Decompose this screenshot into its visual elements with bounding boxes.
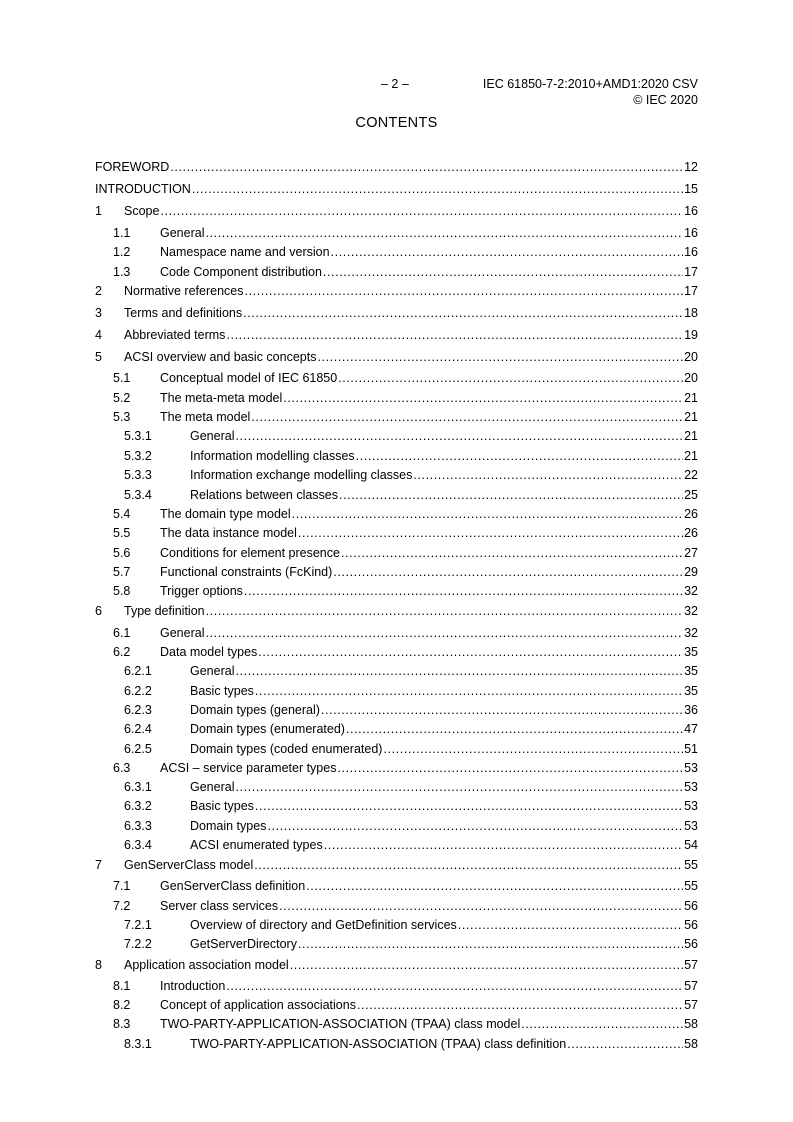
toc-entry-page: 20 [684, 371, 698, 385]
toc-entry[interactable] [95, 448, 698, 464]
document-reference: IEC 61850-7-2:2010+AMD1:2020 CSV [482, 77, 698, 91]
toc-entry-page: 21 [684, 391, 698, 405]
toc-entry-number: 8.1 [113, 979, 131, 993]
toc-entry-page: 16 [684, 226, 698, 240]
toc-entry-page: 56 [684, 918, 698, 932]
dot-leader [567, 1036, 683, 1052]
toc-entry-number: 5.3.2 [124, 449, 152, 463]
page-number: – 2 – [381, 77, 409, 91]
table-of-contents [95, 0, 698, 1122]
toc-entry[interactable] [95, 603, 698, 619]
toc-entry[interactable] [95, 779, 698, 795]
dot-leader [458, 917, 683, 933]
toc-entry-title: The data instance model [160, 526, 297, 540]
toc-entry-page: 57 [684, 958, 698, 972]
dot-leader [226, 978, 683, 994]
toc-entry[interactable] [95, 583, 698, 599]
toc-entry[interactable] [95, 760, 698, 776]
toc-entry[interactable] [95, 917, 698, 933]
toc-entry[interactable] [95, 702, 698, 718]
toc-entry-page: 53 [684, 819, 698, 833]
dot-leader [324, 837, 683, 853]
toc-entry-number: 8 [95, 958, 102, 972]
toc-entry[interactable] [95, 721, 698, 737]
toc-entry-title: Relations between classes [190, 488, 338, 502]
toc-entry-number: 2 [95, 284, 102, 298]
toc-entry-title: Concept of application associations [160, 998, 356, 1012]
toc-entry[interactable] [95, 798, 698, 814]
toc-entry-page: 56 [684, 937, 698, 951]
toc-entry[interactable] [95, 487, 698, 503]
toc-entry[interactable] [95, 663, 698, 679]
dot-leader [206, 603, 683, 619]
toc-entry-page: 27 [684, 546, 698, 560]
toc-entry-title: Overview of directory and GetDefinition services [190, 918, 457, 932]
dot-leader [254, 857, 683, 873]
toc-entry-title: GenServerClass model [124, 858, 254, 872]
dot-leader [323, 264, 683, 280]
toc-entry-title: TWO-PARTY-APPLICATION-ASSOCIATION (TPAA) class definition [190, 1037, 567, 1051]
dot-leader [341, 545, 683, 561]
toc-entry[interactable] [95, 525, 698, 541]
toc-entry-page: 55 [684, 879, 698, 893]
toc-entry-page: 56 [684, 899, 698, 913]
toc-entry[interactable] [95, 564, 698, 580]
dot-leader [243, 305, 683, 321]
toc-entry[interactable] [95, 898, 698, 914]
toc-entry-page: 22 [684, 468, 698, 482]
dot-leader [331, 244, 683, 260]
dot-leader [160, 203, 683, 219]
toc-entry-title: FOREWORD [95, 160, 170, 174]
toc-entry-title: Code Component distribution [160, 265, 322, 279]
toc-entry[interactable] [95, 305, 698, 321]
toc-entry[interactable] [95, 644, 698, 660]
toc-entry-page: 36 [684, 703, 698, 717]
toc-entry-title: ACSI enumerated types [190, 838, 323, 852]
toc-entry-page: 16 [684, 204, 698, 218]
toc-entry-page: 21 [684, 449, 698, 463]
toc-entry[interactable] [95, 506, 698, 522]
dot-leader [321, 702, 683, 718]
toc-entry[interactable] [95, 370, 698, 386]
toc-entry-page: 16 [684, 245, 698, 259]
dot-leader [337, 760, 683, 776]
dot-leader [346, 721, 683, 737]
toc-entry-page: 51 [684, 742, 698, 756]
toc-entry[interactable] [95, 936, 698, 952]
dot-leader [317, 349, 683, 365]
toc-entry-page: 57 [684, 998, 698, 1012]
toc-entry[interactable] [95, 181, 698, 197]
toc-entry-page: 26 [684, 526, 698, 540]
toc-entry-number: 1 [95, 204, 102, 218]
toc-entry-number: 7.2.1 [124, 918, 152, 932]
toc-entry-title: INTRODUCTION [95, 182, 191, 196]
toc-entry-title: Basic types [190, 684, 254, 698]
toc-entry-title: ACSI overview and basic concepts [124, 350, 317, 364]
dot-leader [245, 283, 684, 299]
toc-entry-title: Introduction [160, 979, 226, 993]
toc-entry-number: 7.1 [113, 879, 131, 893]
toc-entry-title: Information modelling classes [190, 449, 355, 463]
toc-entry-page: 17 [684, 284, 698, 298]
dot-leader [205, 225, 683, 241]
dot-leader [258, 644, 683, 660]
dot-leader [413, 467, 683, 483]
toc-entry-title: Abbreviated terms [124, 328, 226, 342]
toc-entry-number: 6.3.3 [124, 819, 152, 833]
toc-entry[interactable] [95, 878, 698, 894]
dot-leader [283, 390, 683, 406]
toc-entry-number: 5.6 [113, 546, 131, 560]
toc-entry-page: 18 [684, 306, 698, 320]
toc-entry-number: 6.3.2 [124, 799, 152, 813]
toc-entry-number: 8.2 [113, 998, 131, 1012]
toc-entry-number: 6.2 [113, 645, 131, 659]
toc-entry-title: Conditions for element presence [160, 546, 340, 560]
dot-leader [521, 1016, 683, 1032]
toc-entry-title: Normative references [124, 284, 244, 298]
dot-leader [235, 779, 683, 795]
toc-entry-number: 1.3 [113, 265, 131, 279]
toc-entry-number: 8.3 [113, 1017, 131, 1031]
dot-leader [356, 448, 683, 464]
toc-entry[interactable] [95, 837, 698, 853]
toc-entry-page: 25 [684, 488, 698, 502]
toc-entry[interactable] [95, 409, 698, 425]
toc-entry[interactable] [95, 978, 698, 994]
toc-entry-title: Application association model [124, 958, 289, 972]
toc-entry-title: General [190, 780, 235, 794]
toc-entry[interactable] [95, 467, 698, 483]
dot-leader [226, 327, 683, 343]
toc-entry[interactable] [95, 545, 698, 561]
dot-leader [170, 159, 683, 175]
toc-entry[interactable] [95, 225, 698, 241]
dot-leader [292, 506, 683, 522]
toc-entry[interactable] [95, 683, 698, 699]
toc-entry[interactable] [95, 428, 698, 444]
toc-entry-number: 7.2.2 [124, 937, 152, 951]
toc-entry-title: General [160, 626, 205, 640]
toc-entry-page: 58 [684, 1017, 698, 1031]
toc-entry[interactable] [95, 625, 698, 641]
toc-entry-number: 6.2.1 [124, 664, 152, 678]
toc-entry-page: 32 [684, 584, 698, 598]
dot-leader [251, 409, 683, 425]
toc-entry-title: Terms and definitions [124, 306, 243, 320]
toc-entry[interactable] [95, 818, 698, 834]
toc-entry-number: 6 [95, 604, 102, 618]
toc-entry-number: 5.2 [113, 391, 131, 405]
toc-entry-title: GetServerDirectory [190, 937, 297, 951]
toc-entry-page: 57 [684, 979, 698, 993]
toc-entry[interactable] [95, 1036, 698, 1052]
toc-entry-title: General [190, 664, 235, 678]
toc-entry[interactable] [95, 957, 698, 973]
toc-entry-page: 53 [684, 799, 698, 813]
toc-entry-page: 35 [684, 684, 698, 698]
toc-entry[interactable] [95, 857, 698, 873]
toc-entry-number: 7 [95, 858, 102, 872]
toc-entry-number: 5.8 [113, 584, 131, 598]
toc-entry-title: Server class services [160, 899, 279, 913]
toc-entry-number: 3 [95, 306, 102, 320]
toc-entry-page: 26 [684, 507, 698, 521]
toc-entry-title: Trigger options [160, 584, 243, 598]
toc-entry-title: Domain types (enumerated) [190, 722, 345, 736]
toc-entry-number: 6.3.4 [124, 838, 152, 852]
toc-entry-title: Scope [124, 204, 160, 218]
toc-entry-title: Information exchange modelling classes [190, 468, 413, 482]
toc-entry-number: 5 [95, 350, 102, 364]
toc-entry-page: 20 [684, 350, 698, 364]
toc-entry-number: 5.3.1 [124, 429, 152, 443]
dot-leader [383, 741, 683, 757]
dot-leader [306, 878, 683, 894]
toc-entry-title: General [190, 429, 235, 443]
toc-entry-page: 19 [684, 328, 698, 342]
dot-leader [235, 428, 683, 444]
toc-entry-page: 15 [684, 182, 698, 196]
toc-entry-title: Basic types [190, 799, 254, 813]
toc-entry-title: The meta-meta model [160, 391, 283, 405]
dot-leader [192, 181, 683, 197]
toc-entry-title: The meta model [160, 410, 251, 424]
toc-entry[interactable] [95, 203, 698, 219]
dot-leader [298, 936, 683, 952]
dot-leader [279, 898, 683, 914]
dot-leader [244, 583, 683, 599]
toc-entry-title: General [160, 226, 205, 240]
toc-entry[interactable] [95, 997, 698, 1013]
toc-entry-page: 21 [684, 429, 698, 443]
toc-entry-number: 1.1 [113, 226, 131, 240]
toc-entry-page: 47 [684, 722, 698, 736]
toc-entry-page: 53 [684, 780, 698, 794]
toc-entry-page: 12 [684, 160, 698, 174]
dot-leader [333, 564, 683, 580]
toc-entry-page: 53 [684, 761, 698, 775]
toc-entry-title: Functional constraints (FcKind) [160, 565, 333, 579]
toc-entry-page: 29 [684, 565, 698, 579]
copyright-notice: © IEC 2020 [633, 93, 698, 107]
toc-entry-number: 5.4 [113, 507, 131, 521]
toc-entry[interactable] [95, 244, 698, 260]
toc-entry-title: The domain type model [160, 507, 291, 521]
toc-entry-title: Conceptual model of IEC 61850 [160, 371, 338, 385]
toc-entry[interactable] [95, 283, 698, 299]
dot-leader [205, 625, 683, 641]
toc-entry-title: Type definition [124, 604, 205, 618]
dot-leader [298, 525, 683, 541]
toc-entry-page: 32 [684, 626, 698, 640]
dot-leader [357, 997, 683, 1013]
toc-entry-page: 35 [684, 664, 698, 678]
dot-leader [255, 683, 683, 699]
toc-entry-number: 6.3.1 [124, 780, 152, 794]
toc-entry-title: ACSI – service parameter types [160, 761, 337, 775]
toc-entry-title: Domain types (coded enumerated) [190, 742, 383, 756]
dot-leader [339, 487, 683, 503]
toc-entry[interactable] [95, 390, 698, 406]
toc-entry[interactable] [95, 349, 698, 365]
toc-entry-number: 5.5 [113, 526, 131, 540]
toc-entry-page: 17 [684, 265, 698, 279]
toc-entry-title: Namespace name and version [160, 245, 330, 259]
dot-leader [290, 957, 683, 973]
toc-entry[interactable] [95, 1016, 698, 1032]
toc-entry[interactable] [95, 264, 698, 280]
toc-entry-number: 5.3.3 [124, 468, 152, 482]
toc-entry-page: 54 [684, 838, 698, 852]
contents-title: CONTENTS [355, 115, 438, 131]
dot-leader [235, 663, 683, 679]
dot-leader [267, 818, 683, 834]
toc-entry-number: 5.7 [113, 565, 131, 579]
toc-entry-number: 6.2.2 [124, 684, 152, 698]
toc-entry-title: Domain types [190, 819, 267, 833]
toc-entry-number: 7.2 [113, 899, 131, 913]
toc-entry-title: TWO-PARTY-APPLICATION-ASSOCIATION (TPAA) class model [160, 1017, 521, 1031]
toc-entry-page: 58 [684, 1037, 698, 1051]
toc-entry-number: 6.2.5 [124, 742, 152, 756]
toc-entry-page: 32 [684, 604, 698, 618]
toc-entry-number: 5.1 [113, 371, 131, 385]
toc-entry-page: 55 [684, 858, 698, 872]
toc-entry[interactable] [95, 159, 698, 175]
toc-entry-title: Domain types (general) [190, 703, 320, 717]
toc-entry-number: 5.3.4 [124, 488, 152, 502]
dot-leader [255, 798, 683, 814]
toc-entry-number: 1.2 [113, 245, 131, 259]
dot-leader [338, 370, 683, 386]
toc-entry-number: 8.3.1 [124, 1037, 152, 1051]
toc-entry-title: GenServerClass definition [160, 879, 306, 893]
toc-entry[interactable] [95, 327, 698, 343]
toc-entry-title: Data model types [160, 645, 258, 659]
toc-entry-page: 35 [684, 645, 698, 659]
toc-entry-number: 6.2.4 [124, 722, 152, 736]
toc-entry[interactable] [95, 741, 698, 757]
toc-entry-number: 4 [95, 328, 102, 342]
toc-entry-number: 5.3 [113, 410, 131, 424]
toc-entry-number: 6.1 [113, 626, 131, 640]
toc-entry-number: 6.3 [113, 761, 131, 775]
toc-entry-number: 6.2.3 [124, 703, 152, 717]
toc-entry-page: 21 [684, 410, 698, 424]
